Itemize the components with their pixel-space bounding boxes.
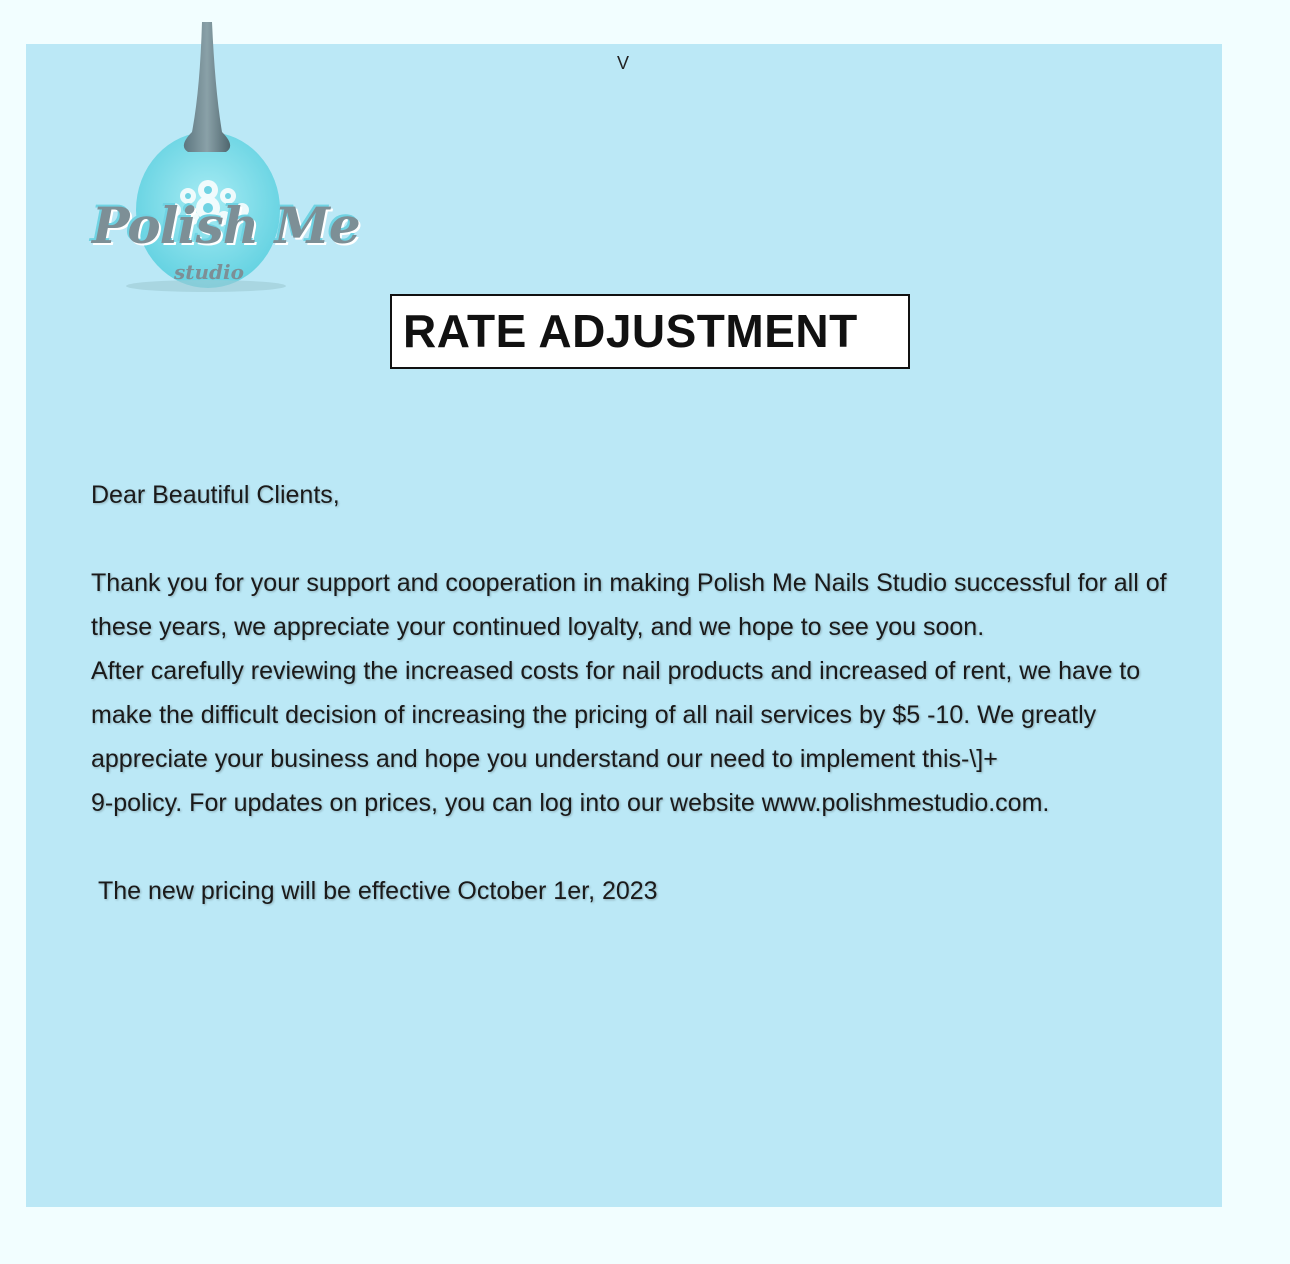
brand-logo: [88, 20, 360, 300]
nail-polish-bottle-icon: [88, 20, 328, 300]
letter-paragraph-pricing: After carefully reviewing the increased costs for nail products and increased of rent, we have to make the difficult decision of increasing the pricing of all nail services by $5 -10. We greatly appreciate your business and hope you understand our need to implement this-\]+ 9-policy. For updates on prices, you can log into our website www.polishmestudio.com.: [91, 657, 1141, 817]
spacer: [91, 517, 1181, 561]
letter-body: [91, 473, 1181, 913]
letter-paragraph-thanks: Thank you for your support and cooperation in making Polish Me Nails Studio successful for all of these years, we appreciate your continued loyalty, and we hope to see you soon.: [91, 569, 1167, 641]
brand-name: Polish Me: [92, 196, 360, 255]
page-title: RATE ADJUSTMENT: [403, 305, 858, 357]
letter-greeting: Dear Beautiful Clients,: [91, 481, 340, 509]
title-box: [390, 294, 910, 369]
brand-subtitle: studio: [174, 260, 244, 284]
stray-mark: V: [617, 53, 630, 73]
spacer: [91, 825, 1181, 869]
effective-date-line: The new pricing will be effective October 1er, 2023: [98, 877, 658, 905]
